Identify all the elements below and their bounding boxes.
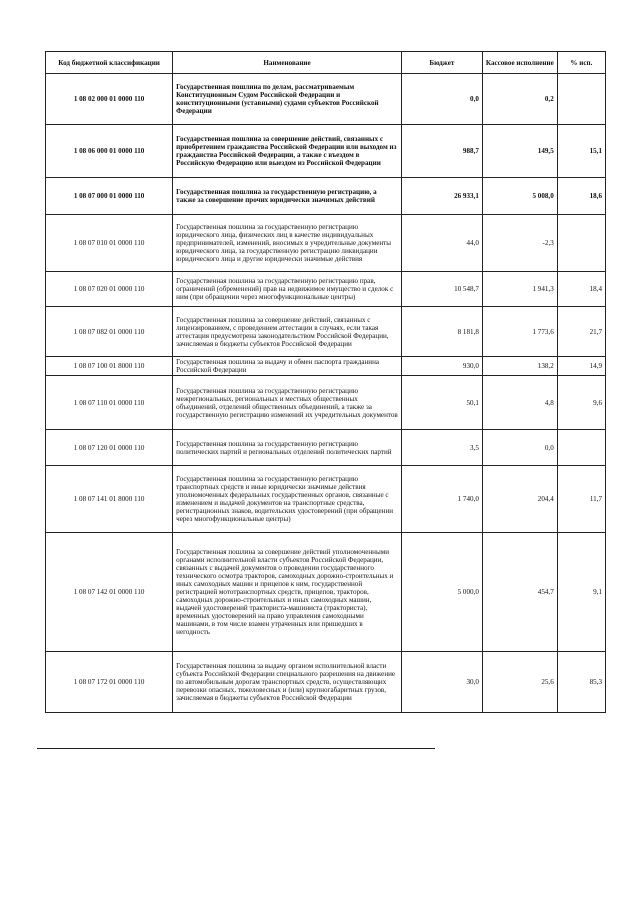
cell-code: 1 08 07 020 01 0000 110 (46, 272, 173, 307)
cell-code: 1 08 07 082 01 0000 110 (46, 307, 173, 357)
cell-budget: 930,0 (401, 357, 482, 376)
cell-name: Государственная пошлина за государственную регистрацию транспортных средств и иные юридически значимые действия уполномоченных федеральных государственных органов, связанные с изменением и выдачей документов на транспортные средства, регистрационных знаков, водительских удостоверений (при обращении через многофункциональные центры) (173, 466, 402, 533)
cell-percent: 9,1 (557, 533, 605, 652)
cell-code: 1 08 07 120 01 0000 110 (46, 430, 173, 466)
cell-execution: 0,2 (482, 74, 557, 125)
cell-code: 1 08 06 000 01 0000 110 (46, 125, 173, 178)
cell-budget: 3,5 (401, 430, 482, 466)
cell-name: Государственная пошлина по делам, рассматриваемым Конституционным Судом Российской Федерации и конституционными (уставными) судами субъектов Российской Федерации (173, 74, 402, 125)
cell-budget: 1 740,0 (401, 466, 482, 533)
cell-name: Государственная пошлина за государственную регистрацию, а также за совершение прочих юридически значимых действий (173, 178, 402, 215)
cell-code: 1 08 07 010 01 0000 110 (46, 215, 173, 272)
cell-code: 1 08 02 000 01 0000 110 (46, 74, 173, 125)
cell-budget: 10 548,7 (401, 272, 482, 307)
cell-budget: 30,0 (401, 652, 482, 713)
table-row (46, 307, 606, 357)
table-row (46, 376, 606, 430)
cell-name: Государственная пошлина за выдачу органом исполнительной власти субъекта Российской Федерации специального разрешения на движение по автомобильным дорогам транспортных средств, осуществляющих перевозки опасных, тяжеловесных и (или) крупногабаритных грузов, зачисляемая в бюджеты субъектов Российской Федерации (173, 652, 402, 713)
cell-code: 1 08 07 000 01 0000 110 (46, 178, 173, 215)
cell-execution: 1 941,3 (482, 272, 557, 307)
cell-name: Государственная пошлина за государственную регистрацию межрегиональных, региональных и местных общественных объединений, отделений общественных объединений, а также за государственную регистрацию изменений их учредительных документов (173, 376, 402, 430)
cell-budget: 44,0 (401, 215, 482, 272)
cell-code: 1 08 07 100 01 8000 110 (46, 357, 173, 376)
cell-percent: 15,1 (557, 125, 605, 178)
cell-execution: 454,7 (482, 533, 557, 652)
cell-percent: 14,9 (557, 357, 605, 376)
cell-budget: 26 933,1 (401, 178, 482, 215)
header-name: Наименование (173, 52, 402, 74)
cell-percent (557, 430, 605, 466)
cell-execution: -2,3 (482, 215, 557, 272)
cell-name: Государственная пошлина за совершение действий уполномоченными органами исполнительной власти субъектов Российской Федерации, связанных с выдачей документов о проведении государственного технического осмотра тракторов, самоходных дорожно-строительных и иных самоходных машин и прицепов к ним, государственной регистрацией мототранспортных средств, прицепов, тракторов, самоходных дорожно-строительных и иных самоходных машин, выдачей удостоверений тракториста-машиниста (тракториста), временных удостоверений на право управления самоходными машинами, в том числе взамен утраченных или пришедших в негодность (173, 533, 402, 652)
header-budget: Бюджет (401, 52, 482, 74)
table-row (46, 74, 606, 125)
cell-execution: 4,8 (482, 376, 557, 430)
cell-execution: 138,2 (482, 357, 557, 376)
cell-execution: 25,6 (482, 652, 557, 713)
cell-name: Государственная пошлина за совершение действий, связанных с лицензированием, с проведением аттестации в случаях, если такая аттестация предусмотрена законодательством Российской Федерации, зачисляемая в бюджеты субъектов Российской Федерации (173, 307, 402, 357)
cell-name: Государственная пошлина за выдачу и обмен паспорта гражданина Российской Федерации (173, 357, 402, 376)
table-header-row (46, 52, 606, 74)
cell-percent: 21,7 (557, 307, 605, 357)
cell-percent (557, 215, 605, 272)
cell-percent: 9,6 (557, 376, 605, 430)
table-row (46, 215, 606, 272)
cell-name: Государственная пошлина за государственную регистрацию юридического лица, физических лиц в качестве индивидуальных предпринимателей, изменений, вносимых в учредительные документы юридического лица, за государственную регистрацию ликвидации юридического лица и другие юридически значимые действия (173, 215, 402, 272)
cell-name: Государственная пошлина за совершение действий, связанных с приобретением гражданства Российской Федерации или выходом из гражданства Российской Федерации, а также с въездом в Российскую Федерацию или выездом из Российской Федерации (173, 125, 402, 178)
table-row (46, 652, 606, 713)
cell-code: 1 08 07 141 01 8000 110 (46, 466, 173, 533)
table-row (46, 430, 606, 466)
table-row (46, 178, 606, 215)
cell-budget: 8 181,8 (401, 307, 482, 357)
cell-name: Государственная пошлина за государственную регистрацию политических партий и региональных отделений политических партий (173, 430, 402, 466)
cell-percent: 11,7 (557, 466, 605, 533)
budget-revenue-table (45, 51, 606, 713)
cell-percent (557, 74, 605, 125)
table-row (46, 272, 606, 307)
table-row (46, 125, 606, 178)
cell-code: 1 08 07 172 01 0000 110 (46, 652, 173, 713)
header-execution: Кассовое исполнение (482, 52, 557, 74)
cell-execution: 149,5 (482, 125, 557, 178)
cell-code: 1 08 07 110 01 0000 110 (46, 376, 173, 430)
footer-divider (37, 748, 435, 749)
cell-execution: 0,0 (482, 430, 557, 466)
header-percent: % исп. (557, 52, 605, 74)
table-row (46, 533, 606, 652)
cell-execution: 204,4 (482, 466, 557, 533)
cell-code: 1 08 07 142 01 0000 110 (46, 533, 173, 652)
cell-percent: 85,3 (557, 652, 605, 713)
cell-percent: 18,6 (557, 178, 605, 215)
table-row (46, 357, 606, 376)
cell-percent: 18,4 (557, 272, 605, 307)
cell-execution: 5 008,0 (482, 178, 557, 215)
cell-budget: 0,0 (401, 74, 482, 125)
cell-budget: 988,7 (401, 125, 482, 178)
cell-execution: 1 773,6 (482, 307, 557, 357)
cell-name: Государственная пошлина за государственную регистрацию прав, ограничений (обременений) прав на недвижимое имущество и сделок с ним (при обращении через многофункциональные центры) (173, 272, 402, 307)
table-row (46, 466, 606, 533)
cell-budget: 5 000,0 (401, 533, 482, 652)
header-code: Код бюджетной классификации (46, 52, 173, 74)
cell-budget: 50,1 (401, 376, 482, 430)
